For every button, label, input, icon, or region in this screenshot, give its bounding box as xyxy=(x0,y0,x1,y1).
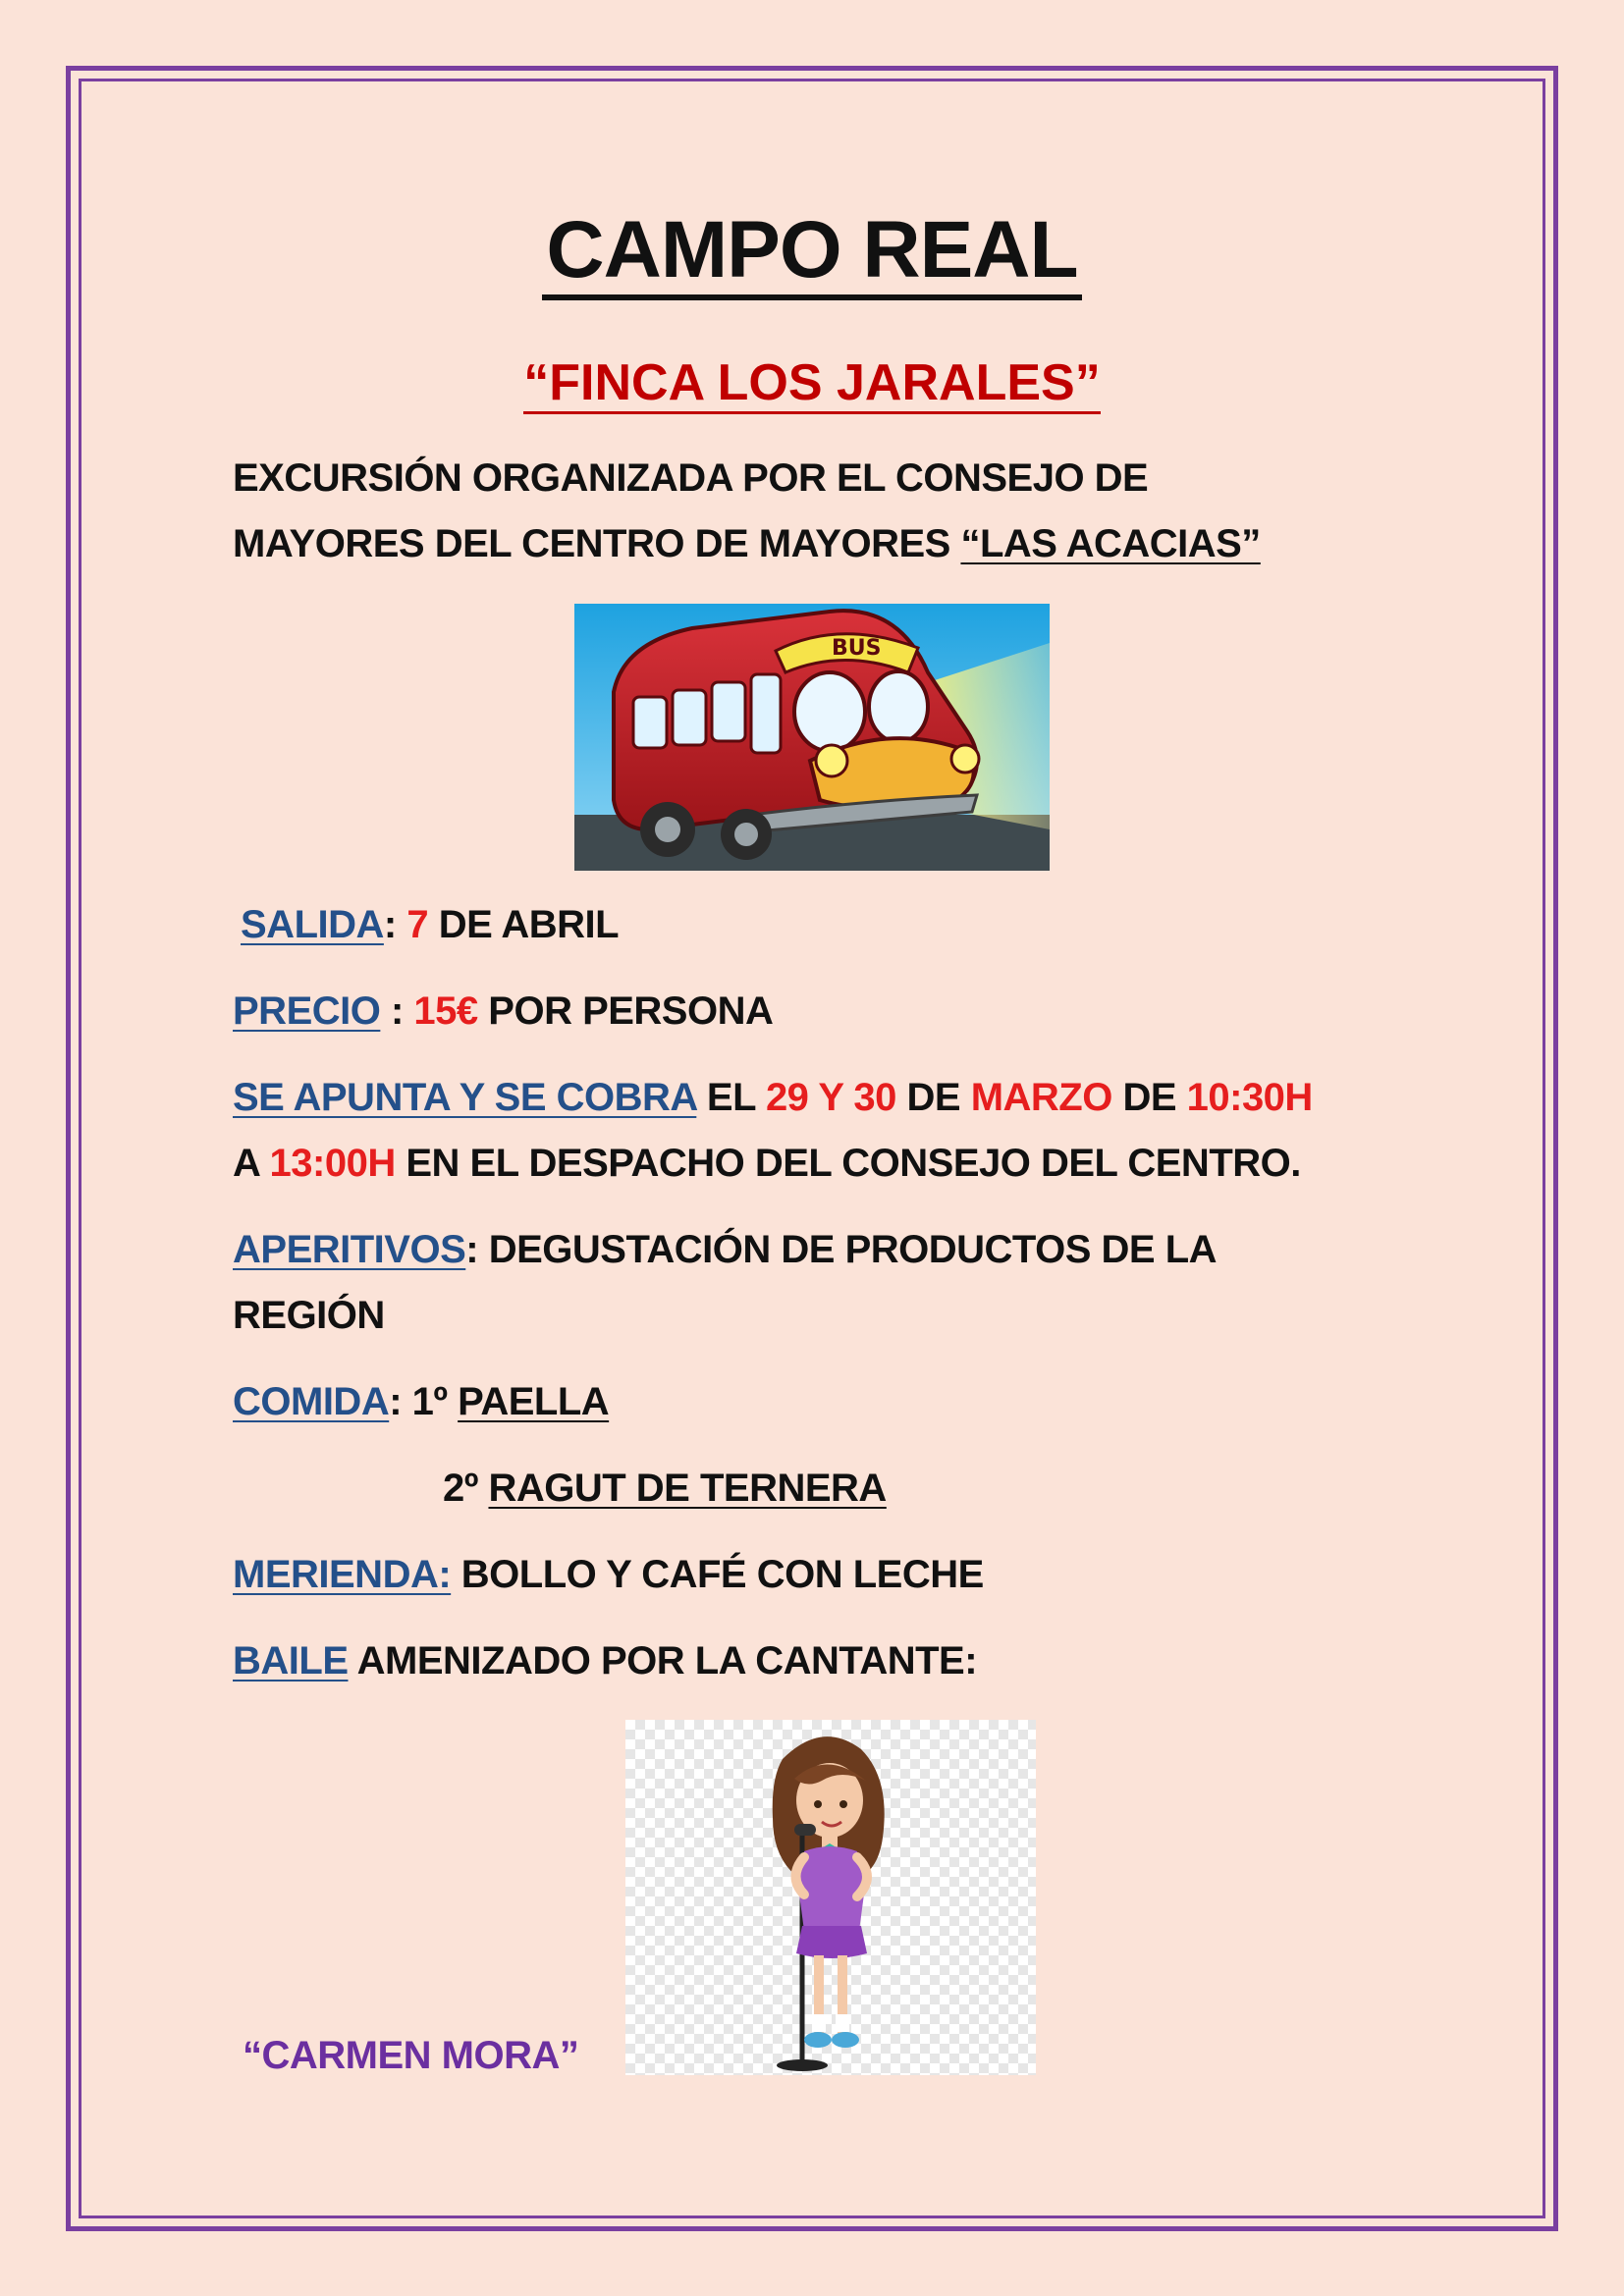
comida-line-2: 2º RAGUT DE TERNERA xyxy=(443,1467,887,1510)
inscripcion-line-1: SE APUNTA Y SE COBRA EL 29 Y 30 DE MARZO DE 10:30H xyxy=(233,1076,1313,1119)
singer-illustration xyxy=(625,1720,1036,2075)
merienda-label: MERIENDA: xyxy=(233,1553,452,1596)
precio-line: PRECIO : 15€ POR PERSONA xyxy=(233,989,774,1033)
aperitivos-line-2: REGIÓN xyxy=(233,1294,385,1337)
intro-line-1: EXCURSIÓN ORGANIZADA POR EL CONSEJO DE xyxy=(233,456,1149,500)
comida-line-1: COMIDA: 1º PAELLA xyxy=(233,1380,610,1423)
center-name: “LAS ACACIAS” xyxy=(960,522,1261,565)
baile-line: BAILE AMENIZADO POR LA CANTANTE: xyxy=(233,1639,978,1682)
aperitivos-line-1: APERITIVOS: DEGUSTACIÓN DE PRODUCTOS DE LA xyxy=(233,1228,1218,1271)
singer-name: “CARMEN MORA” xyxy=(243,2034,579,2077)
intro-line-2: MAYORES DEL CENTRO DE MAYORES “LAS ACACIAS” xyxy=(233,522,1261,565)
inscripcion-label: SE APUNTA Y SE COBRA xyxy=(233,1076,697,1119)
inscripcion-line-2: A 13:00H EN EL DESPACHO DEL CONSEJO DEL CENTRO. xyxy=(233,1142,1301,1185)
poster-subtitle: “FINCA LOS JARALES” xyxy=(0,353,1624,412)
poster-title: CAMPO REAL xyxy=(0,204,1624,296)
salida-label: SALIDA xyxy=(241,903,384,946)
baile-label: BAILE xyxy=(233,1639,349,1682)
comida-label: COMIDA xyxy=(233,1380,390,1423)
bus-illustration xyxy=(574,604,1050,871)
merienda-line: MERIENDA: BOLLO Y CAFÉ CON LECHE xyxy=(233,1553,984,1596)
aperitivos-label: APERITIVOS xyxy=(233,1228,466,1271)
svg-text:BUS: BUS xyxy=(832,636,882,661)
precio-label: PRECIO xyxy=(233,989,381,1033)
second-course: RAGUT DE TERNERA xyxy=(488,1467,887,1510)
first-course: PAELLA xyxy=(458,1380,610,1423)
salida-line: SALIDA: 7 DE ABRIL xyxy=(241,903,620,946)
